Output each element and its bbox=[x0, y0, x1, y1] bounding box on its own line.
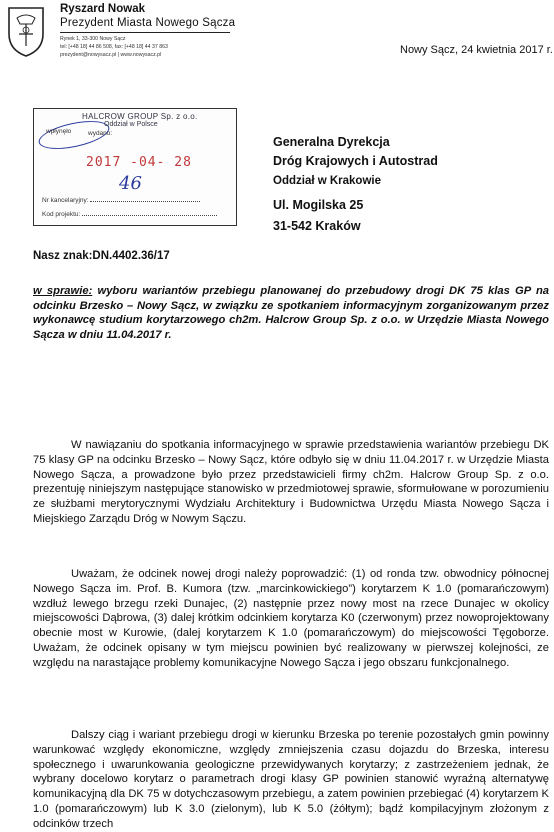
addressee-line-2: Dróg Krajowych i Autostrad bbox=[273, 154, 438, 168]
stamp-branch: Oddział w Polsce bbox=[104, 121, 158, 128]
city-crest-icon bbox=[6, 4, 46, 58]
addressee-line-1: Generalna Dyrekcja bbox=[273, 135, 390, 149]
sender-name: Ryszard Nowak bbox=[60, 3, 146, 15]
letterhead-divider bbox=[60, 32, 230, 33]
sender-address: Rynek 1, 33-300 Nowy Sącz bbox=[60, 36, 126, 42]
subject-lead: w sprawie: bbox=[33, 285, 93, 297]
stamp-ref-row bbox=[42, 195, 200, 204]
sender-title: Prezydent Miasta Nowego Sącza bbox=[60, 17, 236, 29]
stamp-project-dots bbox=[82, 209, 217, 216]
stamp-project-row bbox=[42, 209, 217, 218]
addressee-line-4: Ul. Mogilska 25 bbox=[273, 198, 364, 212]
addressee-line-5: 31-542 Kraków bbox=[273, 219, 361, 233]
stamp-project-label: Kod projektu: bbox=[42, 211, 81, 218]
body-paragraph-3: Dalszy ciąg i wariant przebiegu drogi w kierunku Brzeska po terenie pozostałych gmin powinny warunkować względy ekonomiczne, względy zmniejszenia czasu dojazdu do Brzeska, interesu społecznego i uwarunkowania geologiczne przewidywanych korytarzy; z zastrzeżeniem jednak, że wybrany docelowo korytarz o parametrach drogi klasy GP powinien stanowić wyraźną alternatywę komunikacyjną dla DK 75 w dotychczasowym przebiegu, a zatem powinien przebiegać (4) korytarzem K 1.0 (pomarańczowym) lub K 3.0 (zielonym), lub K 5.0 (żółtym); bądź kompilacyjnym złożonym z odcinków trzech bbox=[33, 729, 549, 830]
letter-date: Nowy Sącz, 24 kwietnia 2017 r. bbox=[400, 44, 553, 56]
stamp-date: 2017 -04- 28 bbox=[86, 155, 192, 170]
stamp-received-label: wpłynęło bbox=[46, 128, 72, 135]
body-paragraph-1: W nawiązaniu do spotkania informacyjnego w sprawie przedstawienia wariantów przebiegu DK 75 klasy GP na odcinku Brzesko – Nowy Sącz, które odbyło się w dniu 11.04.2017 r. w Urzędzie Miasta Nowego Sącza, a prowadzone było przez przedstawicieli firmy ch2m. Halcrow Group Sp. z o.o. prezentuję niniejszym następujące stanowisko w przedmiotowej sprawie, sformułowane w porozumieniu ze służbami merytorycznymi Wydziału Architektury i Budownictwa Urzędu Miasta Nowego Sącza i Miejskiego Zarządu Dróg w Nowym Sączu. bbox=[33, 439, 549, 525]
reference-number: Nasz znak:DN.4402.36/17 bbox=[33, 250, 170, 262]
received-stamp bbox=[33, 108, 237, 226]
stamp-handwritten-number: 46 bbox=[119, 173, 142, 194]
addressee-line-3: Oddział w Krakowie bbox=[273, 175, 381, 187]
letter-subject bbox=[33, 284, 549, 342]
stamp-issued-label: wydano: bbox=[88, 130, 113, 137]
stamp-ref-label: Nr kancelaryjny: bbox=[42, 197, 89, 204]
sender-contact: prezydent@nowysacz.pl | www.nowysacz.pl bbox=[60, 52, 162, 58]
stamp-company: HALCROW GROUP Sp. z o.o. bbox=[82, 112, 198, 121]
sender-phone: tel: [+48 18] 44 86 508, fax: [+48 18] 44 37 863 bbox=[60, 44, 168, 50]
stamp-ref-dots bbox=[90, 195, 200, 202]
body-paragraph-2: Uważam, że odcinek nowej drogi należy poprowadzić: (1) od ronda tzw. obwodnicy północnej Nowego Sącza im. Prof. B. Kumora (tzw. „marcinkowickiego”) korytarzem K 1.0 (pomarańczowym) wzdłuż lewego brzegu rzeki Dunajec, (2) następnie przez nowy most na rzece Dunajec w okolicy miejscowości Dąbrowa, (3) dalej krótkim odcinkiem korytarza K0 (czerwonym) przez nowoprojektowany obecnie most w Kurowie, (dalej korytarzem K 1.0 (pomarańczowym) do miejscowości Tęgoborze. Uważam, że odcinek opisany w tym miejscu powinien być realizowany w pierwszej kolejności, ze względu na narastające problemy komunikacyjne Nowego Sącza i jego obszaru funkcjonalnego. bbox=[33, 568, 549, 669]
subject-text: wyboru wariantów przebiegu planowanej do przebudowy drogi DK 75 klas GP na odcinku Brzesko – Nowy Sącz, w związku ze spotkaniem informacyjnym zorganizowanym przez wykonawcę studium korytarzowego ch2m. Halcrow Group Sp. z o.o. w Urzędzie Miasta Nowego Sącza w dniu 11.04.2017 r. bbox=[33, 285, 550, 341]
